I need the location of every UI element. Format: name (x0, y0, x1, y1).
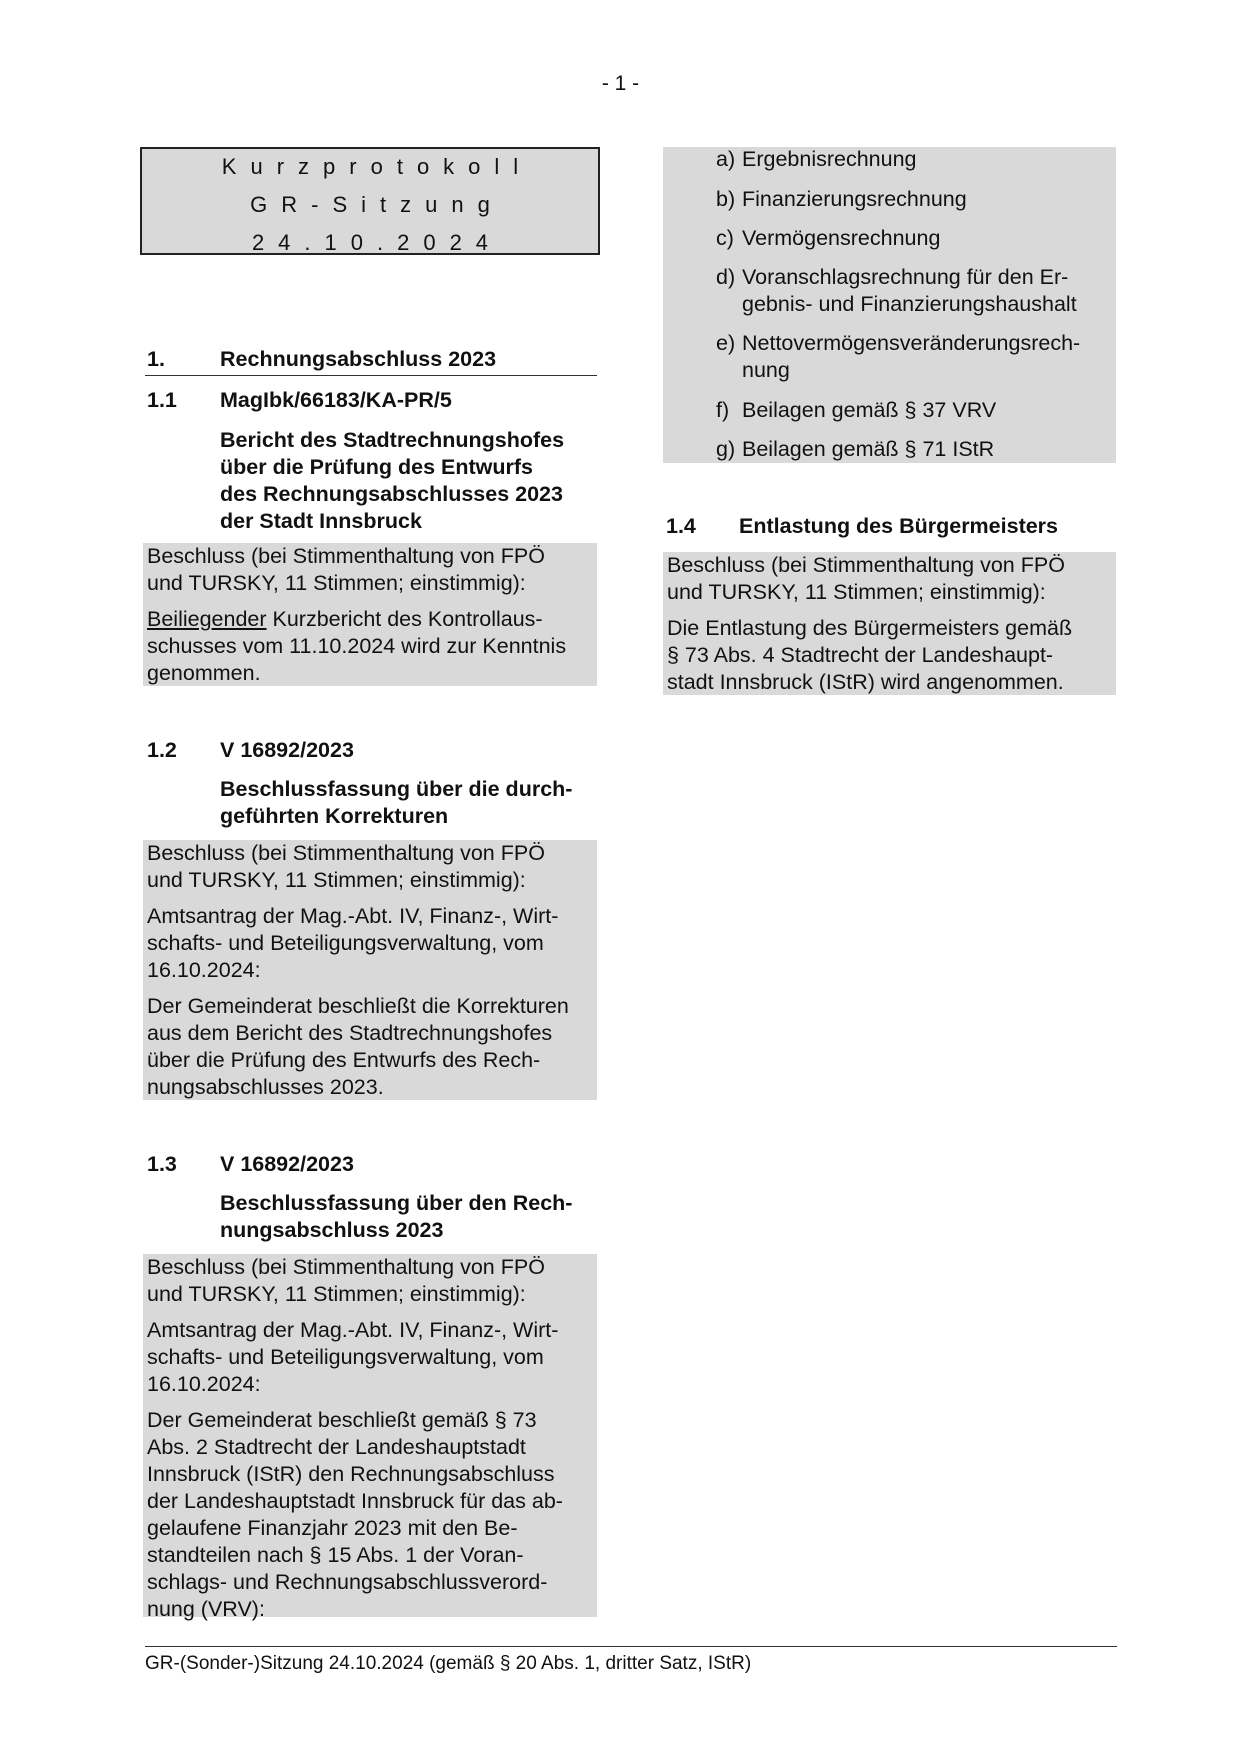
item-1-4-beschluss: Beschluss (bei Stimmenthaltung von FPÖ und TURSKY, 11 Stimmen; einstimmig): (667, 553, 1065, 604)
item-1-2-subject: Beschlussfassung über die durch- geführten Korrekturen (220, 777, 573, 828)
item-1-2-number: 1.2 (147, 738, 177, 762)
footer-text: GR-(Sonder-)Sitzung 24.10.2024 (gemäß § 20 Abs. 1, dritter Satz, IStR) (145, 1653, 752, 1674)
item-1-3-number: 1.3 (147, 1152, 177, 1176)
enclosed-link-word: Beiliegender (147, 607, 267, 631)
section-number: 1. (147, 347, 165, 371)
item-1-1-decision-block (143, 543, 597, 686)
item-1-3-decision-block (143, 1254, 597, 1621)
item-1-1-subject: Bericht des Stadtrechnungshofes über die Prüfung des Entwurfs des Rechnungsabschlusses 2023 der Stadt Innsbruck (220, 428, 565, 533)
item-1-4-text: Die Entlastung des Bürgermeisters gemäß § 73 Abs. 4 Stadtrecht der Landeshaupt- stadt Innsbruck (IStR) wird angenommen. (667, 616, 1073, 694)
item-1-1-reference: MagIbk/66183/KA-PR/5 (220, 388, 452, 412)
item-1-3-reference: V 16892/2023 (220, 1152, 354, 1176)
item-1-2-antrag: Amtsantrag der Mag.-Abt. IV, Finanz-, Wirt- schafts- und Beteiligungsverwaltung, vom 16.10.2024: (147, 904, 559, 982)
page-number: - 1 - (601, 72, 640, 95)
item-1-4-decision-block (663, 552, 1116, 695)
item-1-4-number: 1.4 (666, 514, 696, 538)
item-1-2-beschluss: Beschluss (bei Stimmenthaltung von FPÖ und TURSKY, 11 Stimmen; einstimmig): (147, 841, 545, 892)
item-1-2-reference: V 16892/2023 (220, 738, 354, 762)
item-1-3-antrag: Amtsantrag der Mag.-Abt. IV, Finanz-, Wirt- schafts- und Beteiligungsverwaltung, vom 16.10.2024: (147, 1318, 559, 1396)
title-line-3: 24.10.2024 (251, 230, 503, 255)
footer-rule (145, 1646, 1117, 1647)
item-1-2-text: Der Gemeinderat beschließt die Korrekturen aus dem Bericht des Stadtrechnungshofes über die Prüfung des Entwurfs des Rech- nungsabschlusses 2023. (147, 994, 569, 1099)
item-1-3-beschluss: Beschluss (bei Stimmenthaltung von FPÖ und TURSKY, 11 Stimmen; einstimmig): (147, 1255, 545, 1306)
section-rule (145, 375, 597, 376)
item-1-4-title: Entlastung des Bürgermeisters (739, 514, 1059, 538)
item-1-2-decision-block (143, 840, 597, 1100)
title-line-2: GR-Sitzung (250, 192, 504, 217)
title-box (140, 147, 600, 255)
item-1-1-number: 1.1 (147, 388, 177, 412)
title-line-1: Kurzprotokoll (221, 154, 533, 179)
item-1-3-subject: Beschlussfassung über den Rech- nungsabschluss 2023 (220, 1191, 573, 1242)
item-1-3-text: Der Gemeinderat beschließt gemäß § 73 Abs. 2 Stadtrecht der Landeshauptstadt Innsbruck (IStR) den Rechnungsabschluss der Landeshauptstadt Innsbruck für das ab- gelaufene Finanzjahr 2023 mit den Be- standteilen nach § 15 Abs. 1 der Voran- schlags- und Rechnungsabschlussverord- nung (VRV): (147, 1408, 563, 1621)
section-title: Rechnungsabschluss 2023 (220, 347, 497, 371)
item-1-1-text: Beiliegender Kurzbericht des Kontrollaus- schusses vom 11.10.2024 wird zur Kenntnis genommen. (147, 607, 567, 685)
item-1-1-beschluss: Beschluss (bei Stimmenthaltung von FPÖ und TURSKY, 11 Stimmen; einstimmig): (147, 544, 545, 595)
